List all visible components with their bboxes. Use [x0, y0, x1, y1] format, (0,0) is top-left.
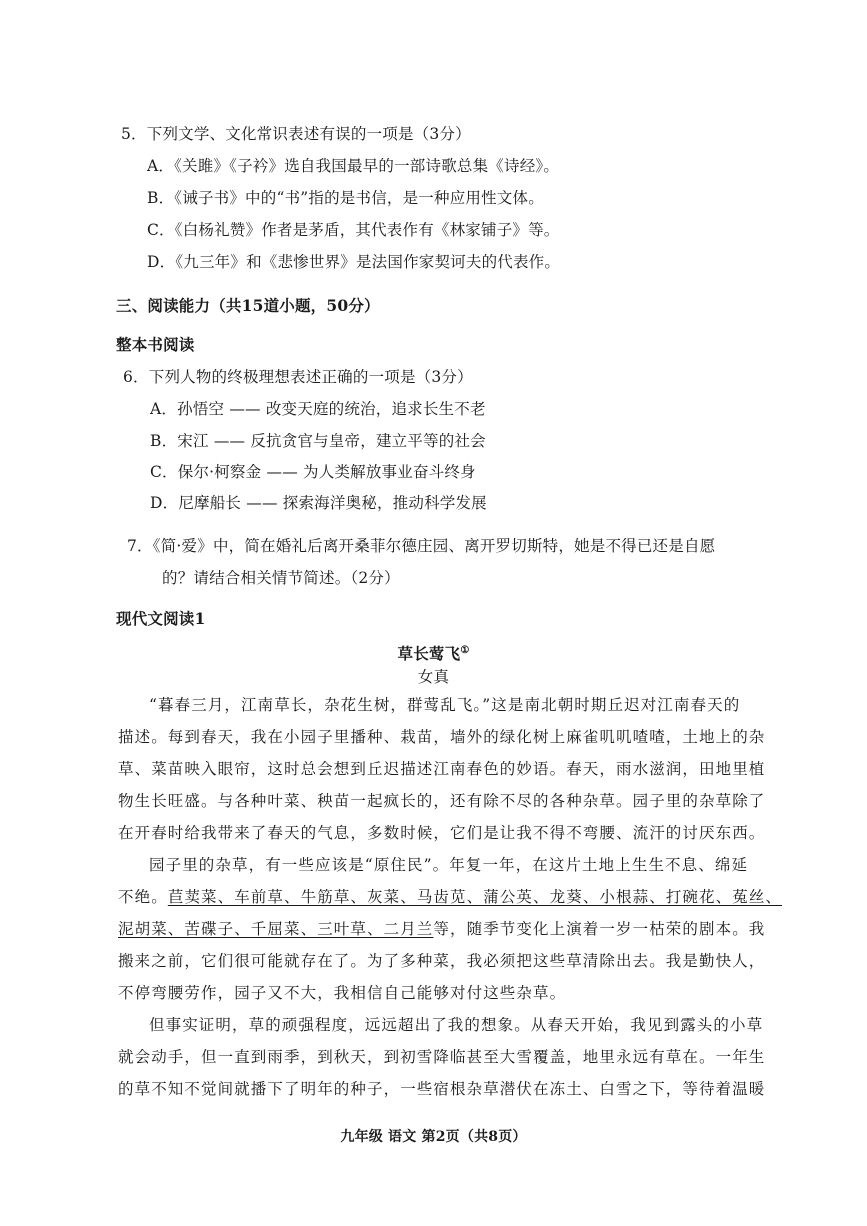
article-title-text: 草长莺飞	[397, 644, 461, 664]
para1-line-5: 在开春时给我带来了春天的气息，多数时候，它们是让我不得不弯腰、流汗的讨厌东西。	[118, 824, 766, 842]
para3-line-2: 就会动手，但一直到雨季，到秋天，到初雪降临甚至大雪覆盖，地里永远有草在。一年生	[118, 1048, 766, 1066]
q5-option-d: D．《九三年》和《悲惨世界》是法国作家契诃夫的代表作。	[147, 253, 561, 271]
footnote-marker: ①	[460, 645, 470, 656]
para2-line-5: 不停弯腰劳作，园子又不大，我相信自己能够对付这些杂草。	[118, 984, 567, 1002]
q7-line-2: 的？请结合相关情节简述。（2分）	[162, 569, 400, 587]
para2-line-3-suffix: 等，随季节变化上演着一岁一枯荣的剧本。我	[433, 920, 766, 938]
para2-line-3	[118, 919, 765, 939]
para2-line-2-prefix: 不绝。	[118, 888, 168, 906]
para3-line-1: 但事实证明，草的顽强程度，远远超出了我的想象。从春天开始，我见到露头的小草	[149, 1016, 764, 1034]
article-author: 女真	[417, 668, 450, 686]
q5-option-b: B．《诫子书》中的“书”指的是书信，是一种应用性文体。	[147, 189, 544, 207]
para1-line-1: “暮春三月，江南草长，杂花生树，群莺乱飞。”这是南北朝时期丘迟对江南春天的	[149, 696, 741, 714]
q6-option-d: D．尼摩船长 —— 探索海洋奥秘，推动科学发展	[150, 494, 487, 512]
q6-option-a: A．孙悟空 —— 改变天庭的统治，追求长生不老	[150, 400, 486, 418]
subsection-heading-whole-book: 整本书阅读	[116, 335, 195, 354]
para2-line-1: 园子里的杂草，有一些应该是“原住民”。年复一年，在这片土地上生生不息、绵延	[149, 856, 749, 874]
q7-line-1: 7．《简·爱》中，简在婚礼后离开桑菲尔德庄园、离开罗切斯特，她是不得已还是自愿	[127, 537, 716, 555]
q6-stem: 6．下列人物的终极理想表述正确的一项是（3分）	[123, 368, 473, 386]
weed-list-underlined-2: 泥胡菜、苦碟子、千屈菜、三叶草、二月兰	[118, 920, 434, 938]
q5-stem: 5．下列文学、文化常识表述有误的一项是（3分）	[121, 125, 471, 143]
q5-option-c: C．《白杨礼赞》作者是茅盾，其代表作有《林家铺子》等。	[147, 221, 560, 239]
q5-option-a: A．《关雎》《子衿》选自我国最早的一部诗歌总集《诗经》。	[147, 157, 560, 175]
q6-option-c: C．保尔·柯察金 —— 为人类解放事业奋斗终身	[150, 463, 476, 481]
q6-option-b: B．宋江 —— 反抗贪官与皇帝，建立平等的社会	[150, 432, 486, 450]
para3-line-3: 的草不知不觉间就播下了明年的种子，一些宿根杂草潜伏在冻土、白雪之下，等待着温暖	[118, 1080, 766, 1098]
weed-list-underlined-1: 苣荬菜、车前草、牛筋草、灰菜、马齿苋、蒲公英、龙葵、小根蒜、打碗花、菟丝、	[167, 888, 783, 906]
para1-line-3: 草、菜苗映入眼帘，这时总会想到丘迟描述江南春色的妙语。春天，雨水滋润，田地里植	[118, 760, 766, 778]
para2-line-4: 搬来之前，它们很可能就存在了。为了多种菜，我必须把这些草清除出去。我是勤快人，	[118, 952, 766, 970]
para1-line-4: 物生长旺盛。与各种叶菜、秧苗一起疯长的，还有除不尽的各种杂草。园子里的杂草除了	[118, 792, 766, 810]
subsection-heading-modern-reading: 现代文阅读1	[116, 609, 206, 628]
page-footer: 九年级 语文 第2页（共8页）	[340, 1129, 527, 1145]
para1-line-2: 描述。每到春天，我在小园子里播种、栽苗，墙外的绿化树上麻雀叽叽喳喳，土地上的杂	[118, 728, 766, 746]
article-title	[0, 641, 867, 664]
section-heading: 三、阅读能力（共15道小题，50分）	[116, 296, 380, 315]
para2-line-2	[118, 887, 782, 907]
